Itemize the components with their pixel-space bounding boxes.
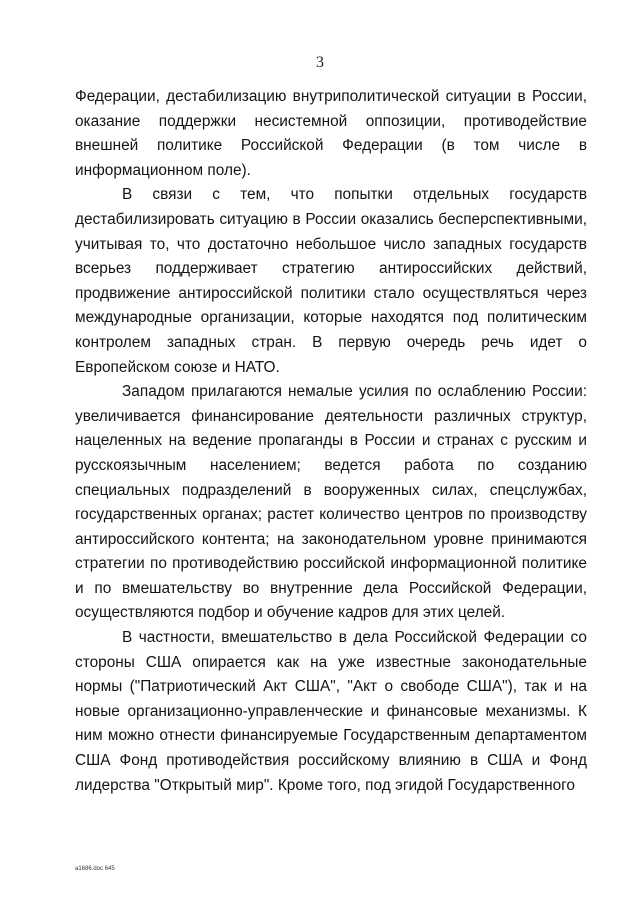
page-number: 3 — [316, 54, 324, 71]
file-reference: a1686.doc 645 — [75, 866, 115, 872]
body-text — [75, 85, 587, 798]
paragraph-continuation: Федерации, дестабилизацию внутриполитической ситуации в России, оказание поддержки несистемной оппозиции, противодействие внешней политике Российской Федерации (в том числе в информационном поле). — [75, 88, 587, 179]
paragraph: В частности, вмешательство в дела Российской Федерации со стороны США опирается как на уже известные законодательные нормы ("Патриотический Акт США", "Акт о свободе США"), так и на новые организационно-управленческие и финансовые механизмы. К ним можно отнести финансируемые Государственным департаментом США Фонд противодействия российскому влиянию в США и Фонд лидерства "Открытый мир". Кроме того, под эгидой Государственного — [75, 629, 587, 794]
paragraph: В связи с тем, что попытки отдельных государств дестабилизировать ситуацию в России оказались бесперспективными, учитывая то, что достаточно небольшое число западных государств всерьез поддерживает стратегию антироссийских действий, продвижение антироссийской политики стало осуществляться через международные организации, которые находятся под политическим контролем западных стран. В первую очередь речь идет о Европейском союзе и НАТО. — [75, 186, 587, 376]
paragraph: Западом прилагаются немалые усилия по ослаблению России: увеличивается финансирование деятельности различных структур, нацеленных на ведение пропаганды в России и странах с русским и русскоязычным населением; ведется работа по созданию специальных подразделений в вооруженных силах, спецслужбах, государственных органах; растет количество центров по производству антироссийского контента; на законодательном уровне принимаются стратегии по противодействию российской информационной политике и по вмешательству во внутренние дела Российской Федерации, осуществляются подбор и обучение кадров для этих целей. — [75, 383, 587, 622]
